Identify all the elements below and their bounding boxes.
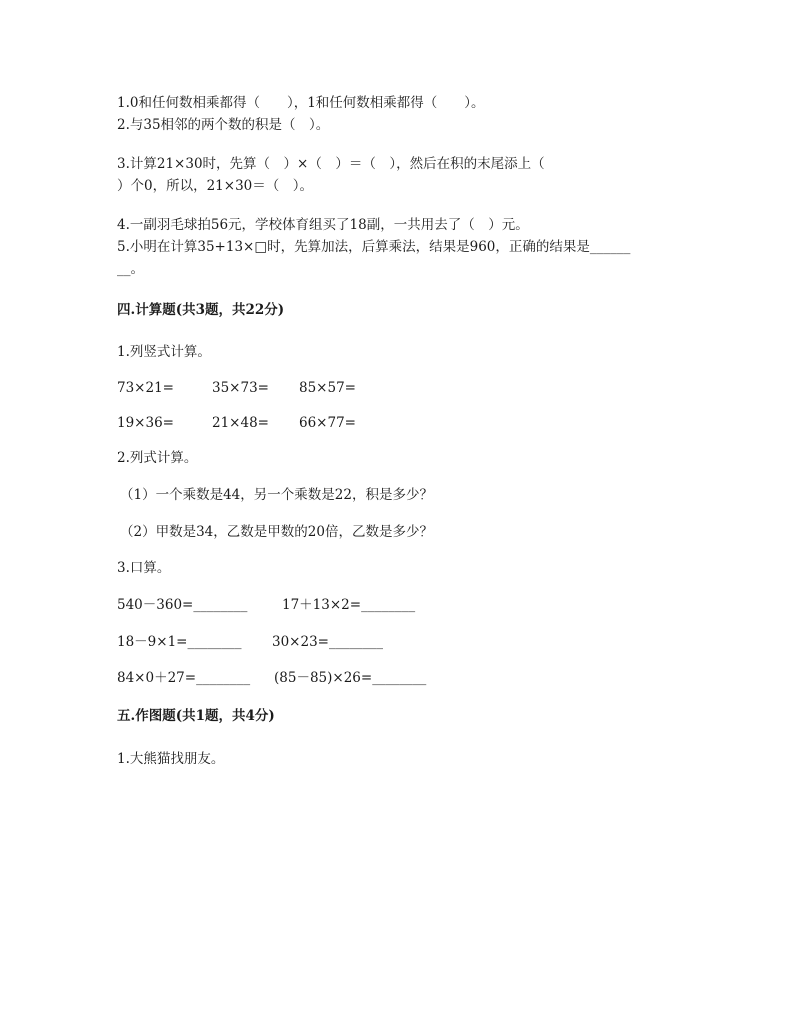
section-4-q2-item-2: （2）甲数是34，乙数是甲数的20倍，乙数是多少？ (120, 524, 433, 540)
section-4-q3-title: 3.口算。 (117, 560, 171, 576)
question-1: 1.0和任何数相乘都得（ ），1和任何数相乘都得（ ）。 (117, 95, 485, 111)
mental-calc-item: 17＋13×2=________ (282, 597, 416, 613)
vertical-calc-item: 21×48= (212, 415, 269, 431)
vertical-calc-item: 35×73= (212, 380, 269, 396)
vertical-calc-item: 66×77= (299, 415, 356, 431)
section-4-title: 四.计算题(共3题，共22分) (117, 302, 285, 318)
section-5-title: 五.作图题(共1题，共4分) (117, 708, 275, 724)
section-4-q1-title: 1.列竖式计算。 (117, 344, 211, 360)
section-4-q2-item-1: （1）一个乘数是44，另一个乘数是22，积是多少？ (120, 487, 433, 503)
section-5-q1-title: 1.大熊猫找朋友。 (117, 751, 225, 767)
vertical-calc-item: 73×21= (117, 380, 174, 396)
mental-calc-item: 30×23=________ (272, 634, 383, 650)
question-5-line-1: 5.小明在计算35+13×□时，先算加法，后算乘法，结果是960，正确的结果是______ (117, 239, 631, 255)
vertical-calc-item: 85×57= (299, 380, 356, 396)
mental-calc-item: 84×0＋27=________ (117, 670, 251, 686)
question-4: 4.一副羽毛球拍56元，学校体育组买了18副，一共用去了（ ）元。 (117, 217, 529, 233)
question-2: 2.与35相邻的两个数的积是（ ）。 (117, 117, 330, 133)
question-3-line-1: 3.计算21×30时，先算（ ）×（ ）＝（ ），然后在积的末尾添上（ (117, 156, 545, 172)
question-5-line-2: __。 (117, 261, 144, 277)
question-3-line-2: ）个0，所以，21×30＝（ ）。 (117, 178, 314, 194)
section-4-q2-title: 2.列式计算。 (117, 450, 198, 466)
mental-calc-item: 18－9×1=________ (117, 634, 242, 650)
mental-calc-item: (85－85)×26=________ (274, 670, 427, 686)
vertical-calc-item: 19×36= (117, 415, 174, 431)
mental-calc-item: 540－360=________ (117, 597, 248, 613)
